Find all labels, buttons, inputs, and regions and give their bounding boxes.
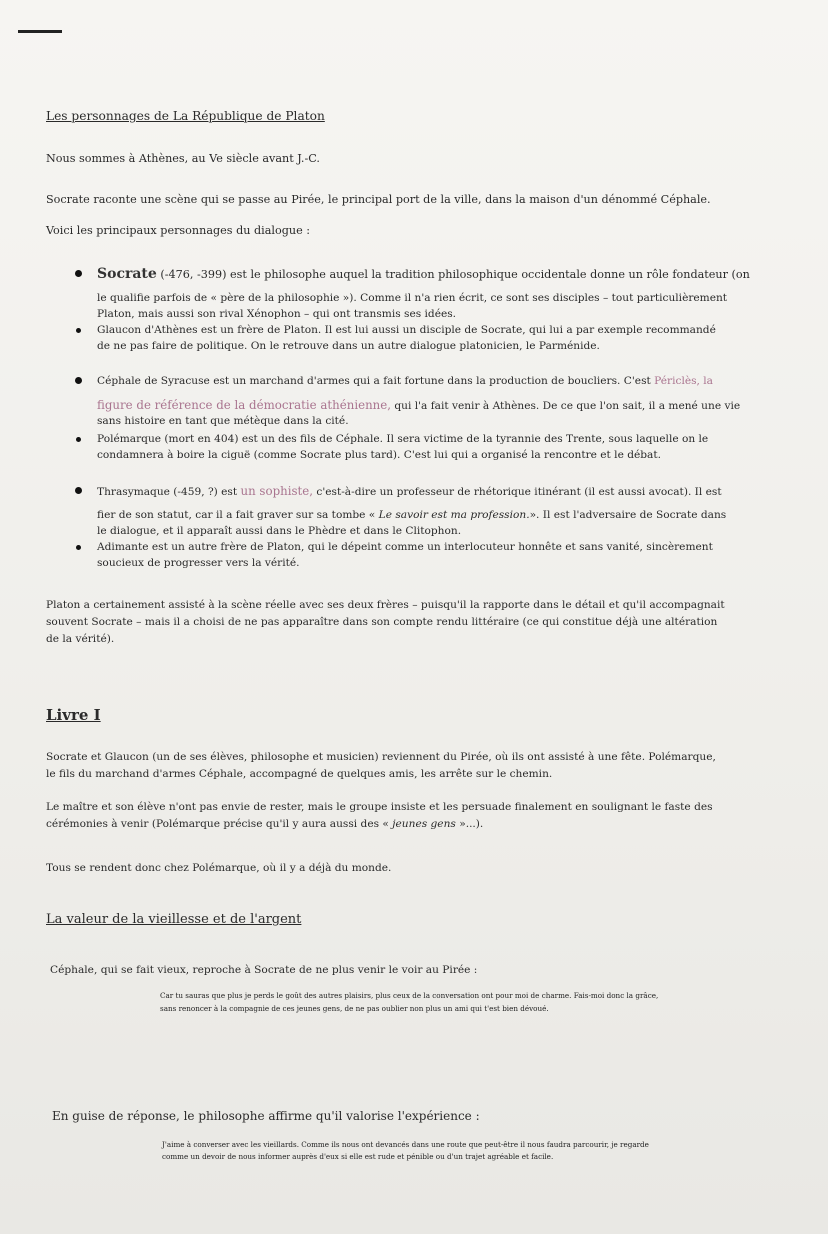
quote-socrate-line-2: comme un devoir de nous informer auprès d'eux si elle est rude et pénible ou d'un trajet agréable et facile. — [162, 1152, 554, 1161]
intro-line-1: Nous sommes à Athènes, au Ve siècle avant J.-C. — [46, 152, 320, 165]
bullet-glaucon — [76, 328, 81, 333]
livre-p1-line-1: Socrate et Glaucon (un de ses élèves, philosophe et musicien) reviennent du Pirée, où ils ont assisté à une fête. Polémarque, — [46, 751, 716, 763]
livre-heading: Livre I — [46, 706, 101, 724]
quote-cephale-line-2: sans renoncer à la compagnie de ces jeunes gens, de ne pas oublier non plus un ami qui t'est bien dévoué. — [160, 1004, 549, 1013]
livre-p2-line-1: Le maître et son élève n'ont pas envie de rester, mais le groupe insiste et les persuade finalement en soulignant le faste des — [46, 801, 713, 813]
thrasymaque-line-2: fier de son statut, car il a fait graver sur sa tombe « Le savoir est ma profession.». Il est l'adversaire de Socrate dans — [97, 509, 727, 521]
adimante-line-2: soucieux de progresser vers la vérité. — [97, 557, 300, 569]
cephale-line-1: Céphale de Syracuse est un marchand d'armes qui a fait fortune dans la production de boucliers. C'est Périclès, la — [97, 375, 713, 387]
livre-p2-line-2: cérémonies à venir (Polémarque précise qu'il y aura aussi des « jeunes gens »...). — [46, 818, 484, 830]
vieillesse-p1: Céphale, qui se fait vieux, reproche à Socrate de ne plus venir le voir au Pirée : — [50, 964, 478, 976]
platon-line-2: souvent Socrate – mais il a choisi de ne pas apparaître dans son compte rendu littéraire (ce qui constitue déjà une altération — [46, 616, 718, 628]
bullet-polemarque — [76, 437, 81, 442]
bullet-thrasymaque — [75, 487, 82, 494]
document-title: Les personnages de La République de Platon — [46, 109, 325, 123]
cephale-line-3: sans histoire en tant que métèque dans la cité. — [97, 415, 349, 427]
cephale-line-2: figure de référence de la démocratie athénienne, qui l'a fait venir à Athènes. De ce que l'on sait, il a mené une vie — [97, 398, 741, 412]
glaucon-line-2: de ne pas faire de politique. On le retrouve dans un autre dialogue platonicien, le Parménide. — [97, 340, 600, 352]
quote-socrate-line-1: J'aime à converser avec les vieillards. Comme ils nous ont devancés dans une route que peut-être il nous faudra parcourir, je regarde — [162, 1140, 649, 1149]
bullet-adimante — [76, 545, 81, 550]
thrasymaque-line-3: le dialogue, et il apparaît aussi dans le Phèdre et dans le Clitophon. — [97, 525, 462, 537]
vieillesse-heading: La valeur de la vieillesse et de l'argent — [46, 912, 302, 927]
adimante-line-1: Adimante est un autre frère de Platon, qui le dépeint comme un interlocuteur honnête et sans vanité, sincèrement — [97, 541, 713, 553]
socrate-line-2: le qualifie parfois de « père de la philosophie »). Comme il n'a rien écrit, ce sont ses disciples – tout particulièrement — [97, 292, 728, 304]
platon-line-1: Platon a certainement assisté à la scène réelle avec ses deux frères – puisqu'il la rapporte dans le détail et qu'il accompagnait — [46, 599, 725, 611]
quote-cephale-line-1: Car tu sauras que plus je perds le goût des autres plaisirs, plus ceux de la conversation ont pour moi de charme. Fais-moi donc la grâce, — [160, 991, 659, 1000]
intro-line-3: Voici les principaux personnages du dialogue : — [46, 224, 311, 237]
socrate-line-1: Socrate (-476, -399) est le philosophe auquel la tradition philosophique occidentale donne un rôle fondateur (on — [97, 266, 750, 282]
livre-p1-line-2: le fils du marchand d'armes Céphale, accompagné de quelques amis, les arrête sur le chemin. — [46, 768, 553, 780]
bullet-socrate — [75, 270, 82, 277]
polemarque-line-1: Polémarque (mort en 404) est un des fils de Céphale. Il sera victime de la tyrannie des Trente, sous laquelle on le — [97, 433, 709, 445]
vieillesse-p2: En guise de réponse, le philosophe affirme qu'il valorise l'expérience : — [52, 1109, 480, 1123]
polemarque-line-2: condamnera à boire la ciguë (comme Socrate plus tard). C'est lui qui a organisé la rencontre et le débat. — [97, 449, 661, 461]
socrate-line-3: Platon, mais aussi son rival Xénophon – qui ont transmis ses idées. — [97, 308, 457, 320]
socrate-name: Socrate — [97, 266, 157, 282]
bullet-cephale — [75, 377, 82, 384]
livre-p3: Tous se rendent donc chez Polémarque, où il y a déjà du monde. — [46, 862, 392, 874]
thrasymaque-line-1: Thrasymaque (-459, ?) est un sophiste, c'est-à-dire un professeur de rhétorique itinérant (il est aussi avocat). Il est — [97, 484, 722, 498]
intro-line-2: Socrate raconte une scène qui se passe au Pirée, le principal port de la ville, dans la maison d'un dénommé Céphale. — [46, 193, 711, 206]
glaucon-line-1: Glaucon d'Athènes est un frère de Platon. Il est lui aussi un disciple de Socrate, qui lui a par exemple recommandé — [97, 324, 716, 336]
platon-line-3: de la vérité). — [46, 633, 115, 645]
corner-dash-mark — [18, 30, 62, 33]
